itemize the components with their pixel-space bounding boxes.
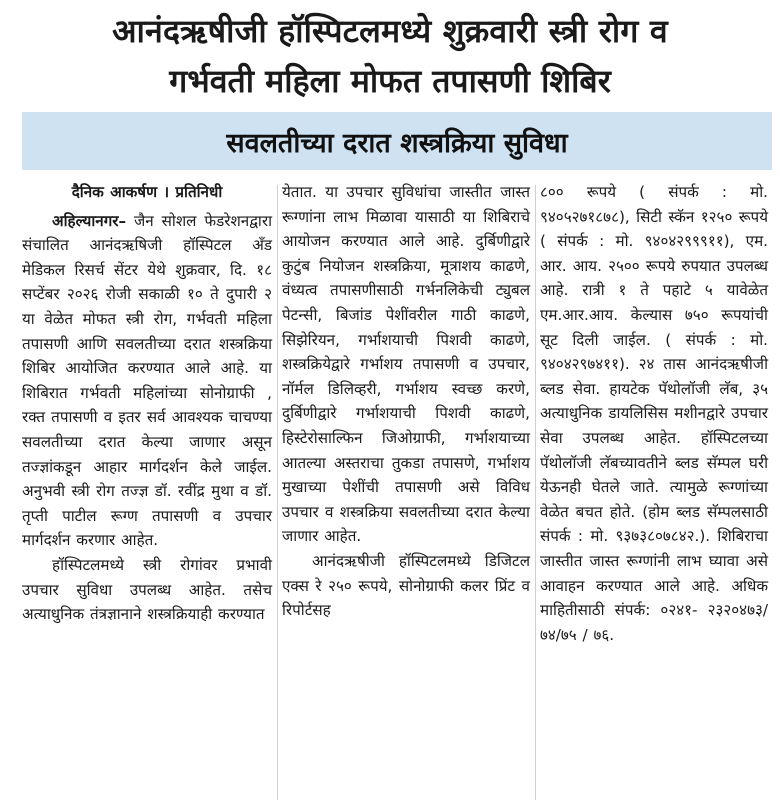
column-2-paragraph-2: आनंदऋषीजी हॉस्पिटलमध्ये डिजिटल एक्स रे २५० रूपये, सोनोग्राफी कलर प्रिंट व रिपोर्टसह (282, 551, 530, 620)
column-divider (535, 185, 536, 800)
headline-line-1: आनंदऋषीजी हॉस्पिटलमध्ये शुक्रवारी स्त्री रोग व (112, 12, 668, 50)
column-1-paragraph-2: हॉस्पिटलमध्ये स्त्री रोगांवर प्रभावी उपचार सुविधा उपलब्ध आहेत. तसेच अत्याधुनिक तंत्रज्ञानाने शस्त्रक्रियाही करण्यात (22, 555, 272, 624)
column-3-paragraph-1: ८०० रूपये ( संपर्क : मो. ९४०५२७१८७८), सिटी स्कॅन १२५० रूपये ( संपर्क : मो. ९४०४२९९९११), एम. आर. आय. २५०० रूपये रुपयात उपलब्ध आहे. रात्री १ ते पहाटे ५ यावेळेत एम.आर.आय. केल्यास ७५० रूपयांची सूट दिली जाईल. ( संपर्क : मो. ९४०४२९७४११). २४ तास आनंदऋषीजी ब्लड सेवा. हायटेक पॅथोलॉजी लॅब, ३५ अत्याधुनिक डायलिसिस मशीनद्वारे उपचार सेवा उपलब्ध आहेत. हॉस्पिटलच्या पॅथोलॉजी लॅबच्यावतीने ब्लड सॅम्पल घरी येऊनही घेतले जाते. त्यामुळे रूग्णांच्या वेळेत बचत होते. (होम ब्लड सॅम्पलसाठी संपर्क : मो. ९३७३८०७८४२.). शिबिराचा जास्तीत जास्त रूग्णांनी लाभ घ्यावा असे आवाहन करण्यात आले आहे. अधिक माहितीसाठी संपर्क: ०२४१- २३२०४७३/ ७४/७५ / ७६. (540, 183, 768, 644)
headline-line-2: गर्भवती महिला मोफत तपासणी शिबिर (169, 62, 611, 100)
column-divider (277, 185, 278, 800)
column-1-paragraph-1 (22, 209, 272, 553)
article-column-3 (540, 180, 768, 647)
headline (0, 0, 780, 112)
column-1-text-1: जैन सोशल फेडरेशनद्वारा संचालित आनंदऋषिजी हॉस्पिटल अँड मेडिकल रिसर्च सेंटर येथे शुक्रवार, दि. १८ सप्टेंबर २०२६ रोजी सकाळी १० ते दुपारी २ या वेळेत मोफत स्त्री रोग, गर्भवती महिला तपासणी आणि सवलतीच्या दरात शस्त्रक्रिया शिबिर आयोजित करण्यात आले आहे. या शिबिरात गर्भवती महिलांच्या सोनोग्राफी , रक्त तपासणी व इतर सर्व आवश्यक चाचण्या सवलतीच्या दरात केल्या जाणार असून तज्ज्ञांकडून आहार मार्गदर्शन केले जाईल. अनुभवी स्त्री रोग तज्ज्ञ डॉ. रवींद्र मुथा व डॉ. तृप्ती पाटील रूग्ण तपासणी व उपचार मार्गदर्शन करणार आहेत. (22, 211, 273, 550)
subheadline: सवलतीच्या दरात शस्त्रक्रिया सुविधा (226, 127, 568, 159)
article-column-1 (22, 180, 272, 627)
byline: दैनिक आकर्षण । प्रतिनिधी (71, 183, 223, 201)
article-column-2 (282, 180, 530, 623)
dateline: अहिल्यानगर– (52, 211, 127, 230)
column-2-paragraph-1: येतात. या उपचार सुविधांचा जास्तीत जास्त रूग्णांना लाभ मिळावा यासाठी या शिबिराचे आयोजन करण्यात आले आहे. दुर्बिणीद्वारे कुटुंब नियोजन शस्त्रक्रिया, मूत्राशय काढणे, वंध्यत्व तपासणीसाठी गर्भनलिकेची ट्युबल पेटन्सी, बिजांड पेशींवरील गाठी काढणे, सिझेरियन, गर्भाशयाची पिशवी काढणे, शस्त्रक्रियेद्वारे गर्भाशय तपासणी व उपचार, नॉर्मल डिलिव्हरी, गर्भाशय स्वच्छ करणे, दुर्बिणीद्वारे गर्भाशयाची पिशवी काढणे, हिस्टेरोसाल्फिन जिओग्राफी, गर्भाशयाच्या आतल्या अस्तराचा तुकडा तपासणे, गर्भाशय मुखाच्या पेशींची तपासणी असे विविध उपचार व शस्त्रक्रिया सवलतीच्या दरात केल्या जाणार आहेत. (282, 183, 530, 546)
subheadline-banner (22, 112, 772, 170)
